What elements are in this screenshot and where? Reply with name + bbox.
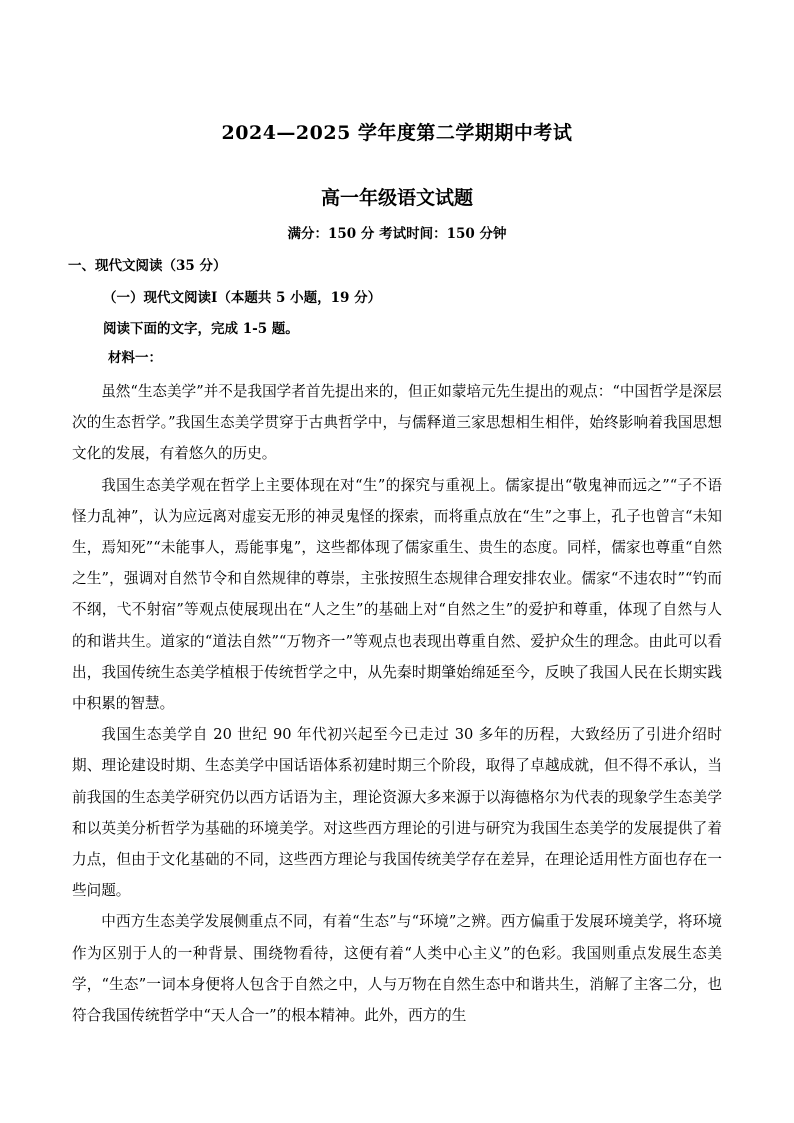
passage-body xyxy=(72,376,722,1031)
section-heading: 一、现代文阅读（35 分） xyxy=(68,258,227,274)
passage-paragraph: 虽然“生态美学”并不是我国学者首先提出来的，但正如蒙培元先生提出的观点：“中国哲学是深层次的生态哲学。”我国生态美学贯穿于古典哲学中，与儒释道三家思想相生相伴，始终影响着我国思想文化的发展，有着悠久的历史。 xyxy=(72,383,722,463)
exam-info: 满分：150 分 考试时间：150 分钟 xyxy=(287,226,507,242)
passage-paragraph: 我国生态美学观在哲学上主要体现在对“生”的探究与重视上。儒家提出“敬鬼神而远之”“子不语怪力乱神”，认为应远离对虚妄无形的神灵鬼怪的探索，而将重点放在“生”之事上，孔子也曾言“未知生，焉知死”“未能事人，焉能事鬼”，这些都体现了儒家重生、贵生的态度。同样，儒家也尊重“自然之生”，强调对自然节令和自然规律的尊崇，主张按照生态规律合理安排农业。儒家“不违农时”“钓而不纲，弋不射宿”等观点使展现出在“人之生”的基础上对“自然之生”的爱护和尊重，体现了自然与人的和谐共生。道家的“道法自然”“万物齐一”等观点也表现出尊重自然、爱护众生的理念。由此可以看出，我国传统生态美学植根于传统哲学之中，从先秦时期肇始绵延至今，反映了我国人民在长期实践中积累的智慧。 xyxy=(72,476,722,713)
reading-instruction: 阅读下面的文字，完成 1-5 题。 xyxy=(103,321,299,337)
material-label: 材料一： xyxy=(108,350,162,366)
passage-paragraph: 我国生态美学自 20 世纪 90 年代初兴起至今已走过 30 多年的历程，大致经历了引进介绍时期、理论建设时期、生态美学中国话语体系初建时期三个阶段，取得了卓越成就，但不得不承认，当前我国的生态美学研究仍以西方话语为主，理论资源大多来源于以海德格尔为代表的现象学生态美学和以英美分析哲学为基础的环境美学。对这些西方理论的引进与研究为我国生态美学的发展提供了着力点，但由于文化基础的不同，这些西方理论与我国传统美学存在差异，在理论适用性方面也存在一些问题。 xyxy=(72,726,722,900)
exam-subtitle: 高一年级语文试题 xyxy=(320,187,473,209)
subsection-heading: （一）现代文阅读Ⅰ（本题共 5 小题，19 分） xyxy=(103,290,382,306)
exam-title: 2024—2025 学年度第二学期期中考试 xyxy=(221,122,573,144)
passage-paragraph: 中西方生态美学发展侧重点不同，有着“生态”与“环境”之辨。西方偏重于发展环境美学，将环境作为区别于人的一种背景、围绕物看待，这便有着“人类中心主义”的色彩。我国则重点发展生态美学，“生态”一词本身便将人包含于自然之中，人与万物在自然生态中和谐共生，消解了主客二分，也符合我国传统哲学中“天人合一”的根本精神。此外，西方的生 xyxy=(72,913,722,1025)
